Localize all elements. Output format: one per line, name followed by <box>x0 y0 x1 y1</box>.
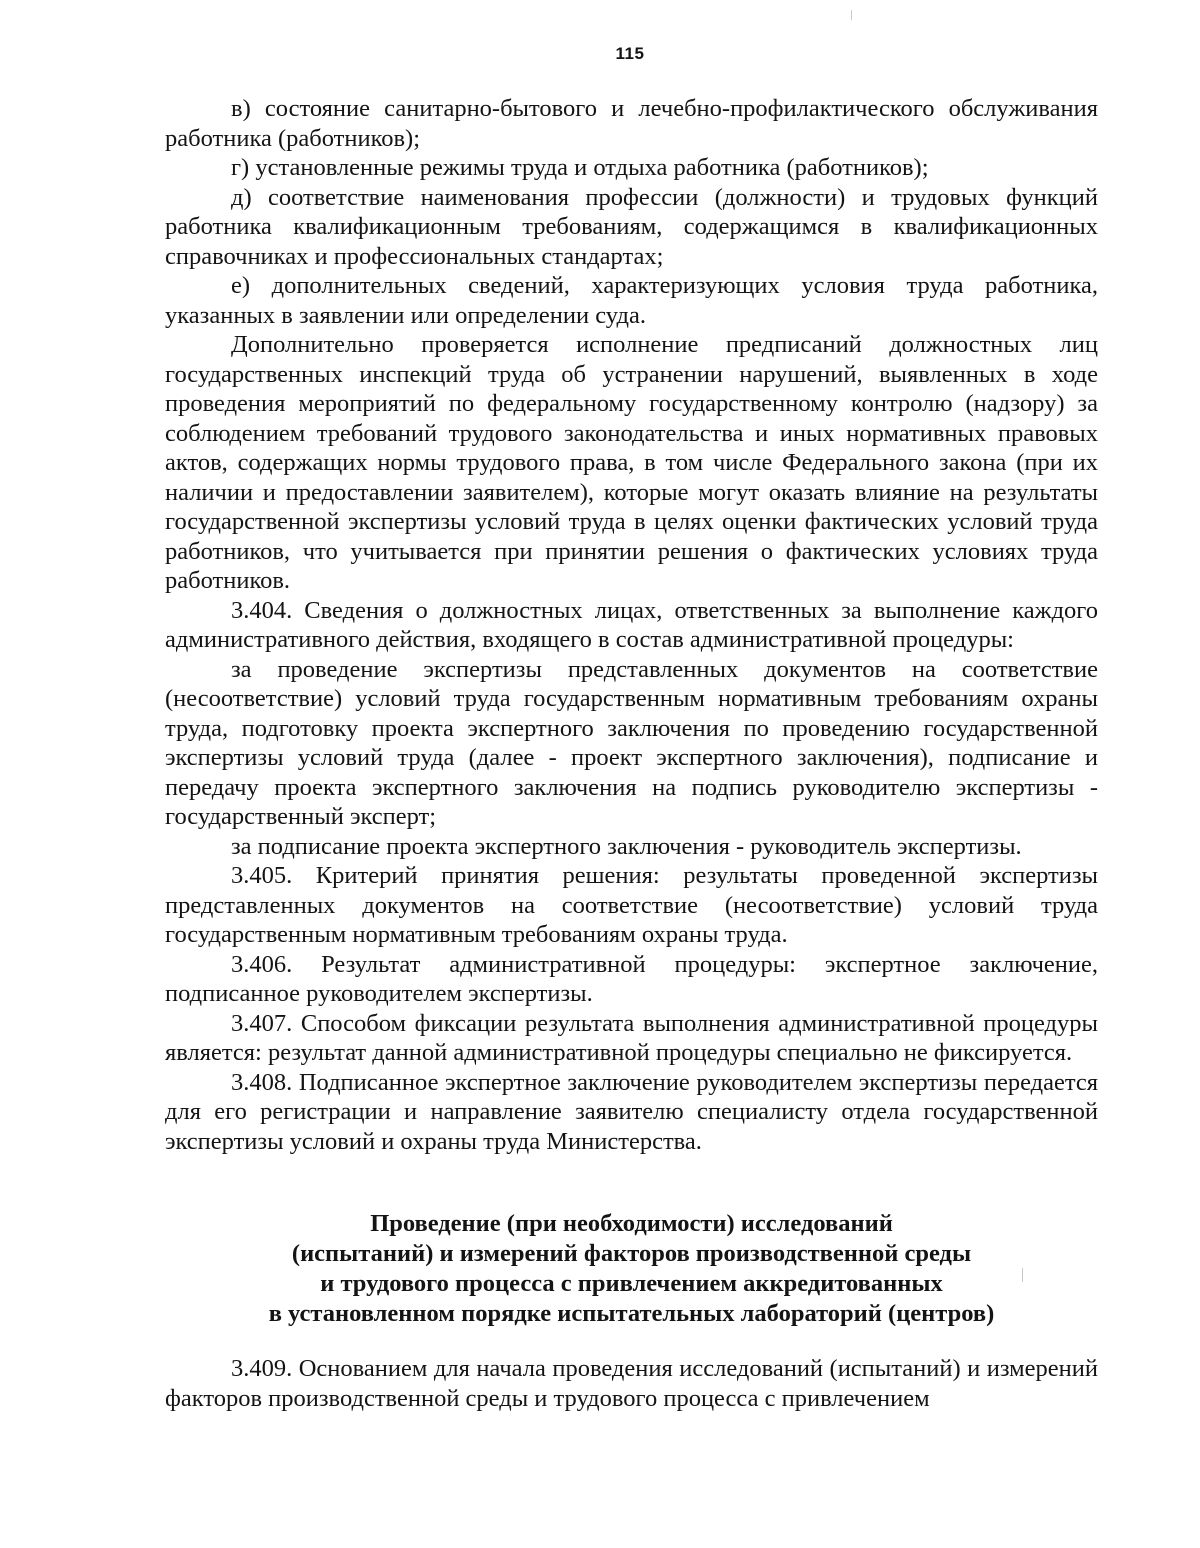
scan-speck <box>851 10 852 20</box>
paragraph-v: в) состояние санитарно-бытового и лечебно-профилактического обслуживания работника (работников); <box>165 95 1098 152</box>
paragraph-3-407: 3.407. Способом фиксации результата выполнения административной процедуры является: результат данной административной процедуры специально не фиксируется. <box>165 1009 1098 1066</box>
section-heading-line: и трудового процесса с привлечением аккредитованных <box>320 1270 943 1297</box>
paragraph-3-409: 3.409. Основанием для начала проведения исследований (испытаний) и измерений факторов производственной среды и трудового процесса с привлечением <box>165 1355 1098 1412</box>
section-heading-line: (испытаний) и измерений факторов производственной среды <box>291 1240 972 1267</box>
section-heading <box>165 1209 1098 1329</box>
paragraph-e: е) дополнительных сведений, характеризующих условия труда работника, указанных в заявлении или определении суда. <box>165 272 1098 329</box>
document-body-continued <box>165 1354 1098 1414</box>
document-body <box>165 94 1098 1156</box>
paragraph-3-404: 3.404. Сведения о должностных лицах, ответственных за выполнение каждого административного действия, входящего в состав административной процедуры: <box>165 596 1098 653</box>
page-number: 115 <box>615 44 645 63</box>
section-heading-line: Проведение (при необходимости) исследований <box>370 1210 893 1237</box>
paragraph-3-408: 3.408. Подписанное экспертное заключение руководителем экспертизы передается для его регистрации и направление заявителю специалисту отдела государственной экспертизы условий и охраны труда Министерства. <box>165 1068 1098 1155</box>
paragraph-head-duties: за подписание проекта экспертного заключения - руководитель экспертизы. <box>231 832 1022 860</box>
paragraph-3-406: 3.406. Результат административной процедуры: экспертное заключение, подписанное руководителем экспертизы. <box>165 950 1098 1007</box>
paragraph-additional-check: Дополнительно проверяется исполнение предписаний должностных лиц государственных инспекций труда об устранении нарушений, выявленных в ходе проведения мероприятий по федеральному государственному контролю (надзору) за соблюдением требований трудового законодательства и иных нормативных правовых актов, содержащих нормы трудового права, в том числе Федерального закона (при их наличии и предоставлении заявителем), которые могут оказать влияние на результаты государственной экспертизы условий труда в целях оценки фактических условий труда работников, что учитывается при принятии решения о фактических условиях труда работников. <box>165 331 1098 594</box>
paragraph-g: г) установленные режимы труда и отдыха работника (работников); <box>231 154 929 181</box>
paragraph-3-405: 3.405. Критерий принятия решения: результаты проведенной экспертизы представленных документов на соответствие (несоответствие) условий труда государственным нормативным требованиям охраны труда. <box>165 862 1098 948</box>
section-heading-line: в установленном порядке испытательных лабораторий (центров) <box>268 1300 995 1327</box>
paragraph-d: д) соответствие наименования профессии (должности) и трудовых функций работника квалификационным требованиям, содержащимся в квалификационных справочниках и профессиональных стандартах; <box>165 183 1098 270</box>
paragraph-expert-duties: за проведение экспертизы представленных документов на соответствие (несоответствие) условий труда государственным нормативным требованиям охраны труда, подготовку проекта экспертного заключения по проведению государственной экспертизы условий труда (далее - проект экспертного заключения), подписание и передачу проекта экспертного заключения на подпись руководителю экспертизы - государственный эксперт; <box>165 655 1098 830</box>
scan-speck <box>1022 1268 1023 1282</box>
